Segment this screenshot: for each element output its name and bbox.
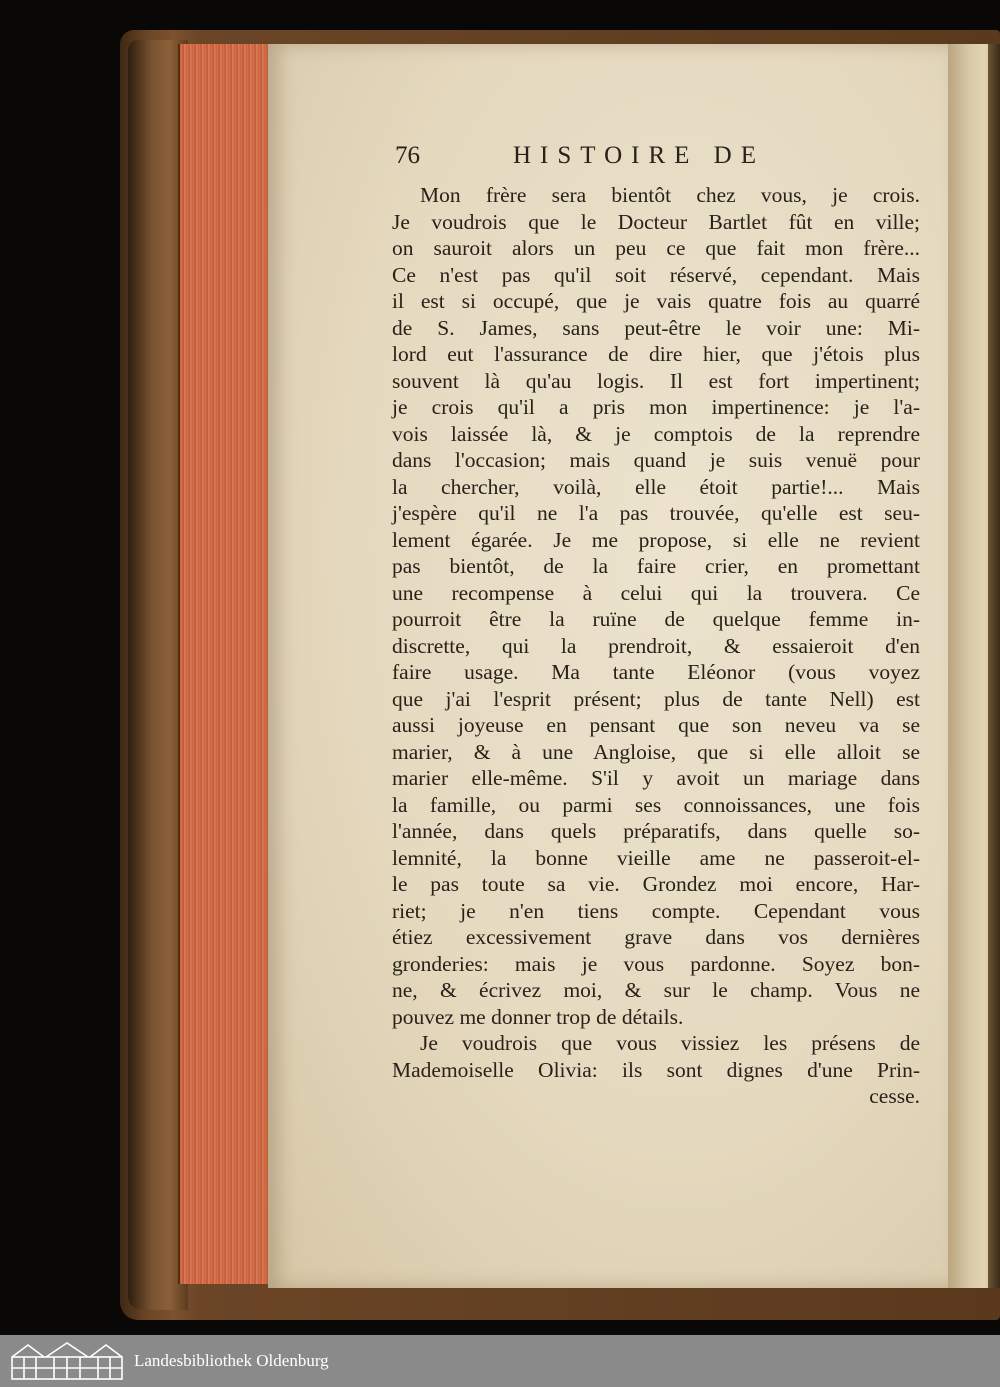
text-line: lement égarée. Je me propose, si elle ne revient: [392, 527, 920, 552]
text-line: l'année, dans quels préparatifs, dans quelle so-: [392, 819, 920, 843]
text-line: ne, & écrivez moi, & sur le champ. Vous ne: [392, 978, 920, 1002]
text-line: la chercher, voilà, elle étoit partie!... Mais: [392, 474, 920, 499]
catchword: cesse.: [869, 1084, 920, 1108]
text-line: dans l'occasion; mais quand je suis venuë pour: [392, 448, 920, 472]
page-edges: [178, 44, 276, 1284]
text-line: étiez excessivement grave dans vos dernières: [392, 925, 920, 949]
text-line: je crois qu'il a pris mon impertinence: je l'a-: [392, 395, 920, 419]
text-line: discrette, qui la prendroit, & essaieroit d'en: [392, 633, 920, 658]
text-line: Je voudrois que le Docteur Bartlet fût en ville;: [392, 209, 920, 234]
text-line: pas bientôt, de la faire crier, en promettant: [392, 554, 920, 578]
text-line: le pas toute sa vie. Grondez moi encore, Har-: [392, 872, 920, 896]
text-line: j'espère qu'il ne l'a pas trouvée, qu'elle est seu-: [392, 501, 920, 525]
text-line: lord eut l'assurance de dire hier, que j'étois plus: [392, 342, 920, 366]
text-line: riet; je n'en tiens compte. Cependant vous: [392, 898, 920, 923]
text-line: que j'ai l'esprit présent; plus de tante Nell) est: [392, 686, 920, 711]
text-line: Mon frère sera bientôt chez vous, je crois.: [420, 183, 920, 207]
text-line: gronderies: mais je vous pardonne. Soyez bon-: [392, 951, 920, 976]
text-line: Ce n'est pas qu'il soit réservé, cependant. Mais: [392, 262, 920, 287]
text-line: la famille, ou parmi ses connoissances, une fois: [392, 792, 920, 817]
text-line: marier elle-même. S'il y avoit un mariage dans: [392, 766, 920, 790]
text-line: souvent là qu'au logis. Il est fort impertinent;: [392, 368, 920, 393]
library-name: Landesbibliothek Oldenburg: [134, 1351, 329, 1370]
text-line: aussi joyeuse en pensant que son neveu va se: [392, 713, 920, 737]
text-line: on sauroit alors un peu ce que fait mon frère...: [392, 236, 920, 260]
text-line: il est si occupé, que je vais quatre fois au quarré: [392, 289, 920, 313]
text-line: faire usage. Ma tante Eléonor (vous voyez: [392, 660, 920, 684]
text-line: Je voudrois que vous vissiez les présens de: [420, 1031, 920, 1055]
running-title: HISTOIRE DE: [513, 142, 766, 169]
text-line: lemnité, la bonne vieille ame ne passeroit-el-: [392, 845, 920, 870]
library-building-logo: [8, 1341, 126, 1381]
text-line: pouvez me donner trop de détails.: [392, 1004, 684, 1029]
text-line: de S. James, sans peut-être le voir une: Mi-: [392, 315, 920, 340]
text-line: pourroit être la ruïne de quelque femme in-: [392, 607, 920, 631]
text-line: Mademoiselle Olivia: ils sont dignes d'une Prin-: [392, 1057, 920, 1082]
text-line: marier, & à une Angloise, que si elle alloit se: [392, 739, 920, 764]
book-edge-shadow: [988, 44, 1000, 1288]
page-header: [395, 142, 815, 174]
text-line: une recompense à celui qui la trouvera. Ce: [392, 580, 920, 605]
body-text: [392, 182, 920, 1110]
library-footer: [0, 1335, 1000, 1387]
page-number: 76: [395, 142, 420, 169]
text-line: vois laissée là, & je comptois de la reprendre: [392, 421, 920, 446]
